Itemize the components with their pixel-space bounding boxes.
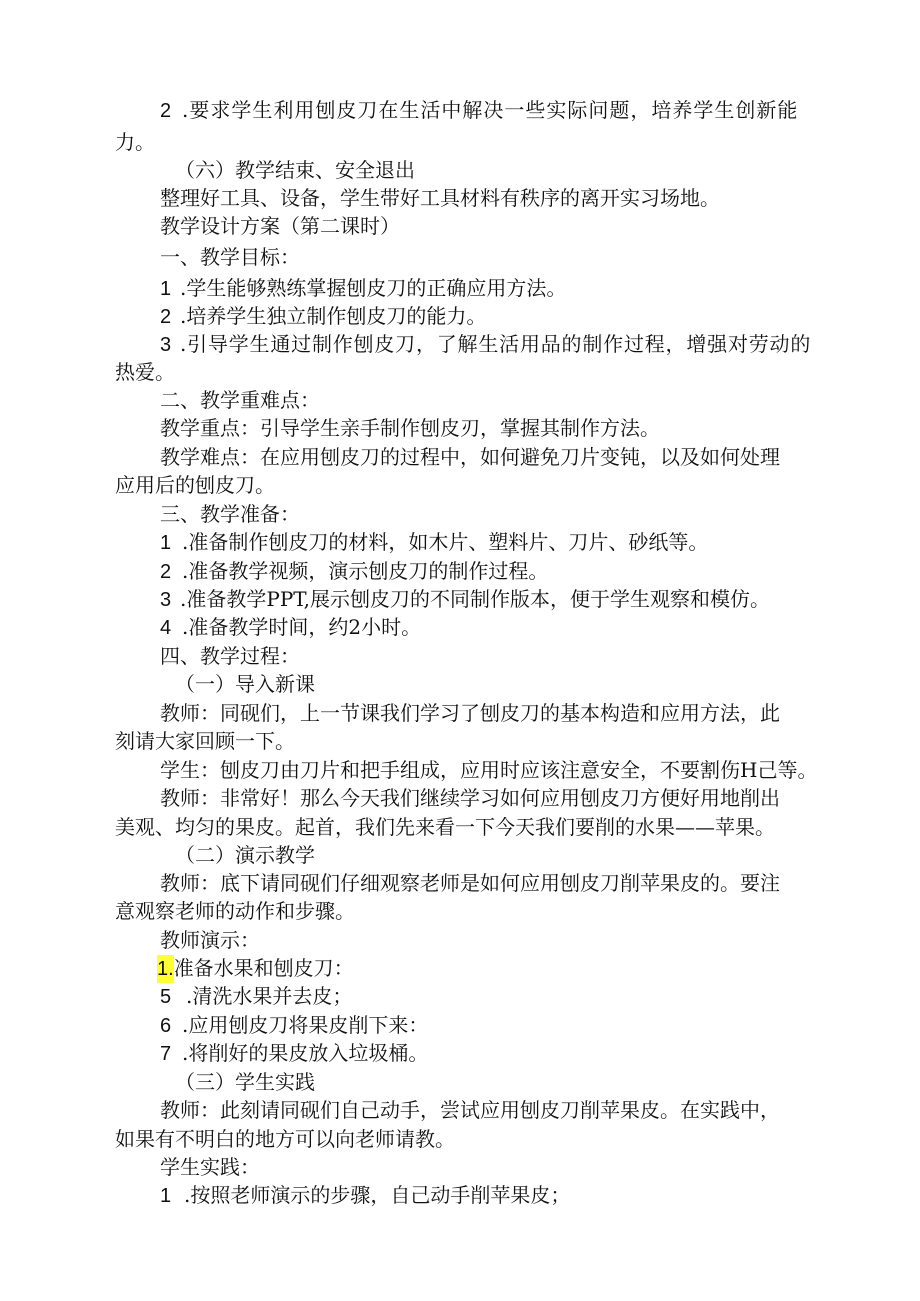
- item-number: 2: [160, 100, 172, 122]
- item-text: .清洗水果并去皮；: [186, 984, 353, 1008]
- section-heading: （六）教学结束、安全退出: [175, 158, 415, 182]
- item-text: .应用刨皮刀将果皮削下来：: [182, 1013, 429, 1037]
- paragraph-line: 教师：非常好！那么今天我们继续学习如何应用刨皮刀方便好用地削出: [160, 786, 780, 810]
- item-number: 7: [160, 1043, 172, 1065]
- item-number: 3: [160, 589, 172, 611]
- item-text: .将削好的果皮放入垃圾桶。: [182, 1041, 429, 1065]
- subsection-heading: （二）演示教学: [175, 843, 315, 867]
- paragraph-line: 教师：同砚们，上一节课我们学习了刨皮刀的基本构造和应用方法，此: [160, 701, 780, 725]
- item-text: .引导学生通过制作刨皮刀，了解生活用品的制作过程，增强对劳动的: [180, 332, 812, 356]
- paragraph-line: 教师演示：: [160, 928, 260, 952]
- item-number: 1: [160, 1185, 172, 1207]
- list-item: [160, 528, 708, 556]
- paragraph-line: 学生实践：: [160, 1155, 260, 1179]
- list-item: [160, 1011, 428, 1039]
- item-text: .准备教学视频，演示刨皮刀的制作过程。: [182, 559, 549, 583]
- item-number-highlighted: 1.: [157, 955, 174, 983]
- section-heading: 三、教学准备：: [160, 502, 300, 526]
- section-heading: 一、教学目标：: [160, 245, 300, 269]
- paragraph-line: 应用后的刨皮刀。: [115, 473, 275, 497]
- paragraph-line: 教学重点：引导学生亲手制作刨皮刃，掌握其制作方法。: [160, 416, 660, 440]
- item-number: 4: [160, 617, 172, 639]
- item-text: .要求学生利用刨皮刀在生活中解决一些实际问题，培养学生创新能: [182, 98, 799, 122]
- paragraph-line: 整理好工具、设备，学生带好工具材料有秩序的离开实习场地。: [160, 186, 720, 210]
- subsection-heading: （一）导入新课: [175, 672, 315, 696]
- list-item: [160, 613, 421, 641]
- paragraph-line: 意观察老师的动作和步骤。: [115, 899, 355, 923]
- item-text: .准备教学PPT,展示刨皮刀的不同制作版本，便于学生观察和模仿。: [180, 587, 771, 611]
- list-item: [160, 585, 770, 613]
- list-item: [157, 954, 354, 982]
- item-text: .准备制作刨皮刀的材料，如木片、塑料片、刀片、砂纸等。: [182, 530, 709, 554]
- item-number: 1: [160, 278, 172, 300]
- item-number: 1: [160, 532, 172, 554]
- lesson-title: 教学设计方案（第二课时）: [160, 214, 400, 238]
- item-text: .按照老师演示的步骤，自己动手削苹果皮；: [184, 1183, 571, 1207]
- list-item: [160, 330, 811, 358]
- item-text: 准备水果和刨皮刀：: [173, 956, 354, 980]
- section-heading: 二、教学重难点：: [160, 388, 320, 412]
- list-item: [160, 302, 486, 330]
- list-item: [160, 274, 566, 302]
- item-number: 2: [160, 306, 172, 328]
- item-text: .准备教学时间，约2小时。: [182, 615, 422, 639]
- paragraph-line: 如果有不明白的地方可以向老师请教。: [115, 1127, 455, 1151]
- item-number: 3: [160, 334, 172, 356]
- list-item: [160, 557, 548, 585]
- item-text: .学生能够熟练掌握刨皮刀的正确应用方法。: [180, 276, 567, 300]
- paragraph-line: 力。: [115, 130, 155, 154]
- list-item: [160, 1181, 570, 1209]
- list-item: [160, 982, 352, 1010]
- item-number: 2: [160, 561, 172, 583]
- paragraph-line: 教师：底下请同砚们仔细观察老师是如何应用刨皮刀削苹果皮的。要注: [160, 871, 780, 895]
- paragraph-line: 美观、均匀的果皮。起首，我们先来看一下今天我们要削的水果——苹果。: [115, 815, 775, 839]
- subsection-heading: （三）学生实践: [175, 1070, 315, 1094]
- item-text: .培养学生独立制作刨皮刀的能力。: [180, 304, 487, 328]
- section-heading: 四、教学过程：: [160, 644, 300, 668]
- item-number: 6: [160, 1015, 172, 1037]
- list-item: [160, 96, 798, 124]
- paragraph-line: 刻请大家回顾一下。: [115, 729, 295, 753]
- paragraph-line: 教师：此刻请同砚们自己动手，尝试应用刨皮刀削苹果皮。在实践中，: [160, 1098, 780, 1122]
- paragraph-line: 教学难点：在应用刨皮刀的过程中，如何避免刀片变钝，以及如何处理: [160, 445, 780, 469]
- list-item: [160, 1039, 428, 1067]
- item-number: 5: [160, 986, 172, 1008]
- paragraph-line: 热爱。: [115, 360, 175, 384]
- paragraph-line: 学生：刨皮刀由刀片和把手组成，应用时应该注意安全，不要割伤H己等。: [160, 758, 818, 782]
